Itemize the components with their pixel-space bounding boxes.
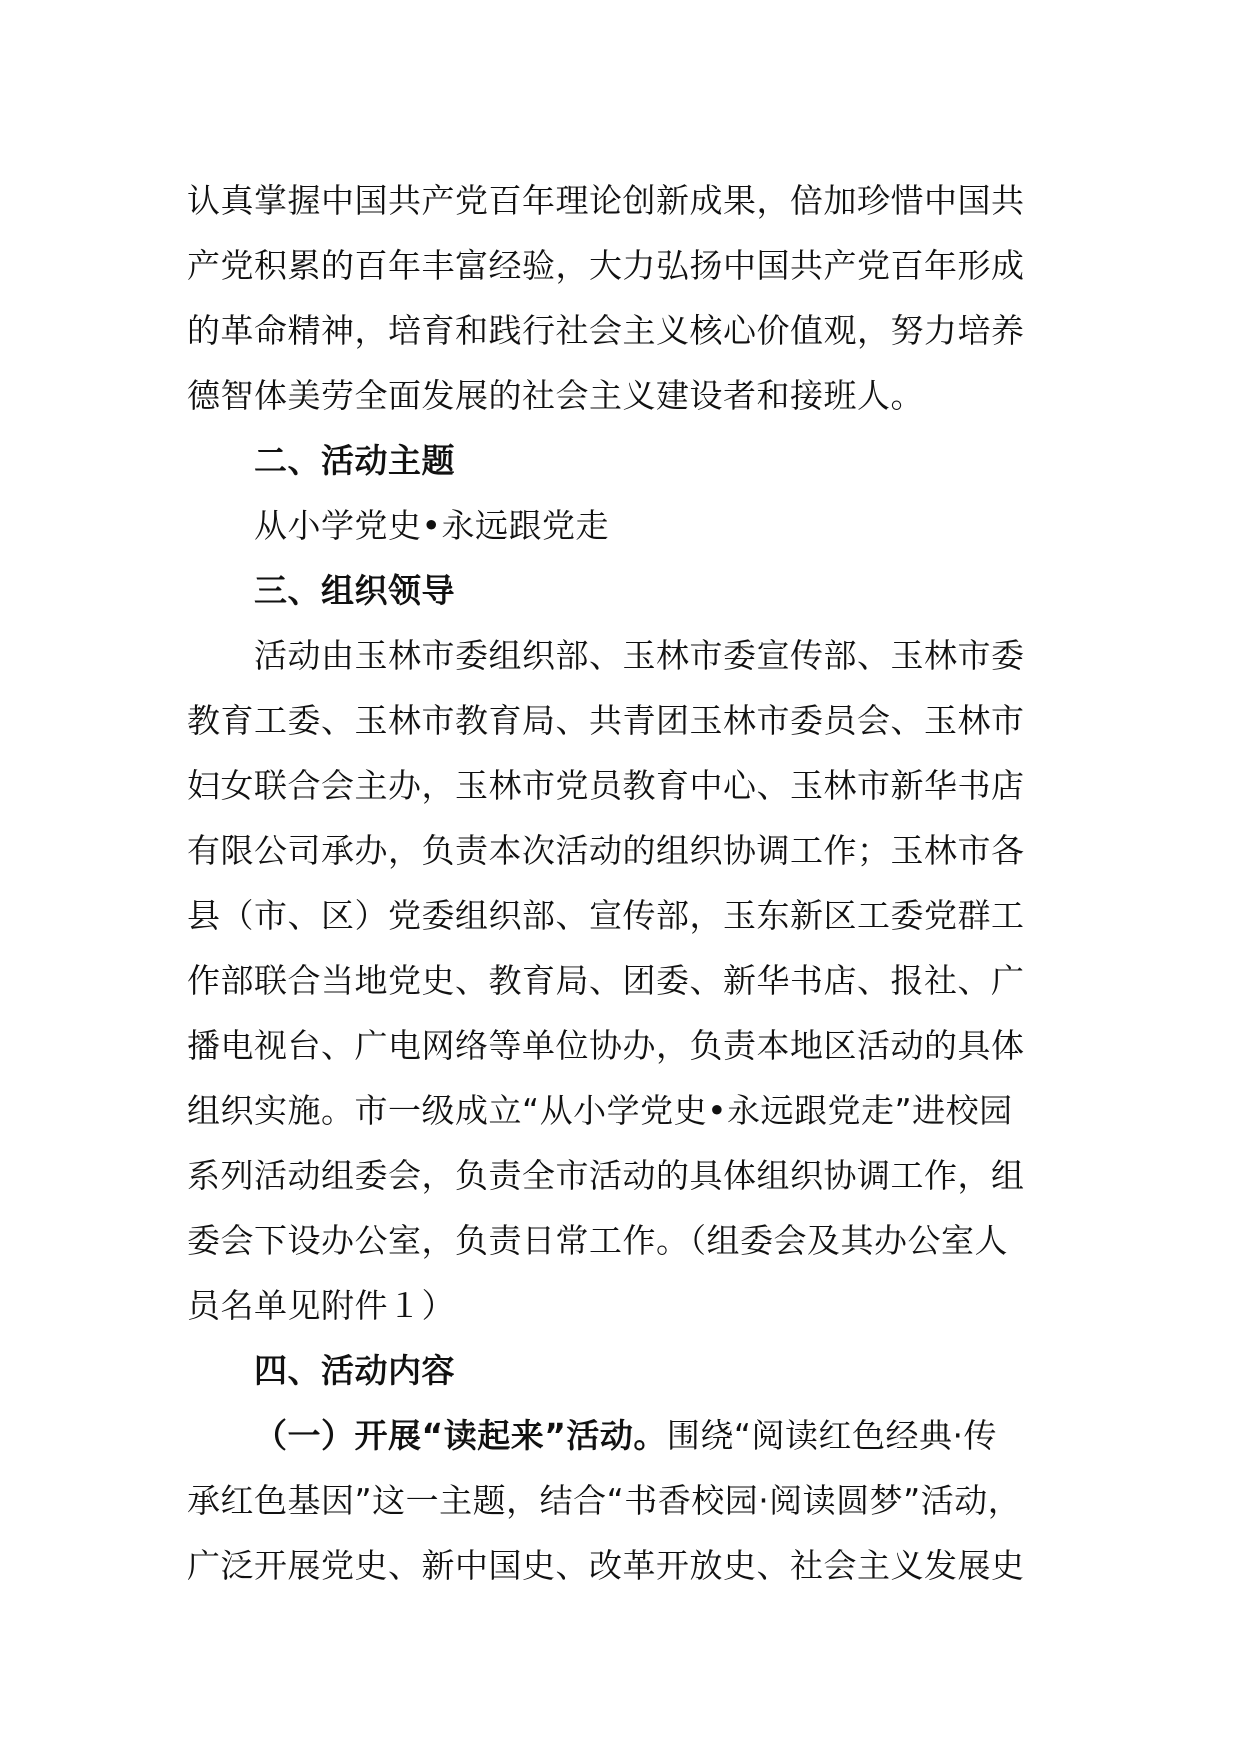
section-heading-theme: 二、活动主题 — [254, 441, 455, 480]
paragraph-line: 县（市、区）党委组织部、宣传部，玉东新区工委党群工 — [187, 896, 1025, 935]
activity-theme-text: 从小学党史•永远跟党走 — [254, 506, 609, 545]
paragraph-line: 系列活动组委会，负责全市活动的具体组织协调工作，组 — [187, 1156, 1025, 1195]
paragraph-line: 德智体美劳全面发展的社会主义建设者和接班人。 — [187, 376, 924, 415]
section-heading-organization: 三、组织领导 — [254, 571, 455, 610]
paragraph-line: 承红色基因”这一主题，结合“书香校园·阅读圆梦”活动， — [187, 1481, 1022, 1520]
paragraph-line: 认真掌握中国共产党百年理论创新成果，倍加珍惜中国共 — [187, 181, 1025, 220]
paragraph-line: 妇女联合会主办，玉林市党员教育中心、玉林市新华书店 — [187, 766, 1025, 805]
paragraph-line: 员名单见附件１） — [187, 1286, 455, 1325]
paragraph-line: 的革命精神，培育和践行社会主义核心价值观，努力培养 — [187, 311, 1025, 350]
paragraph-line: 作部联合当地党史、教育局、团委、新华书店、报社、广 — [187, 961, 1025, 1000]
paragraph-line: 广泛开展党史、新中国史、改革开放史、社会主义发展史 — [187, 1546, 1025, 1585]
subsection-text: 围绕“阅读红色经典·传 — [666, 1416, 997, 1455]
section-heading-content: 四、活动内容 — [254, 1351, 455, 1390]
paragraph-line: 播电视台、广电网络等单位协办，负责本地区活动的具体 — [187, 1026, 1025, 1065]
subsection-line — [187, 1403, 1067, 1468]
paragraph-line: 产党积累的百年丰富经验，大力弘扬中国共产党百年形成 — [187, 246, 1025, 285]
document-body — [187, 168, 1067, 1598]
paragraph-line: 有限公司承办，负责本次活动的组织协调工作；玉林市各 — [187, 831, 1025, 870]
paragraph-line: 教育工委、玉林市教育局、共青团玉林市委员会、玉林市 — [187, 701, 1025, 740]
paragraph-line: 组织实施。市一级成立“从小学党史•永远跟党走”进校园 — [187, 1091, 1013, 1130]
paragraph-line: 委会下设办公室，负责日常工作。（组委会及其办公室人 — [187, 1221, 1008, 1260]
subsection-heading-read: （一）开展“读起来”活动。 — [254, 1416, 667, 1455]
paragraph-line: 活动由玉林市委组织部、玉林市委宣传部、玉林市委 — [254, 636, 1025, 675]
